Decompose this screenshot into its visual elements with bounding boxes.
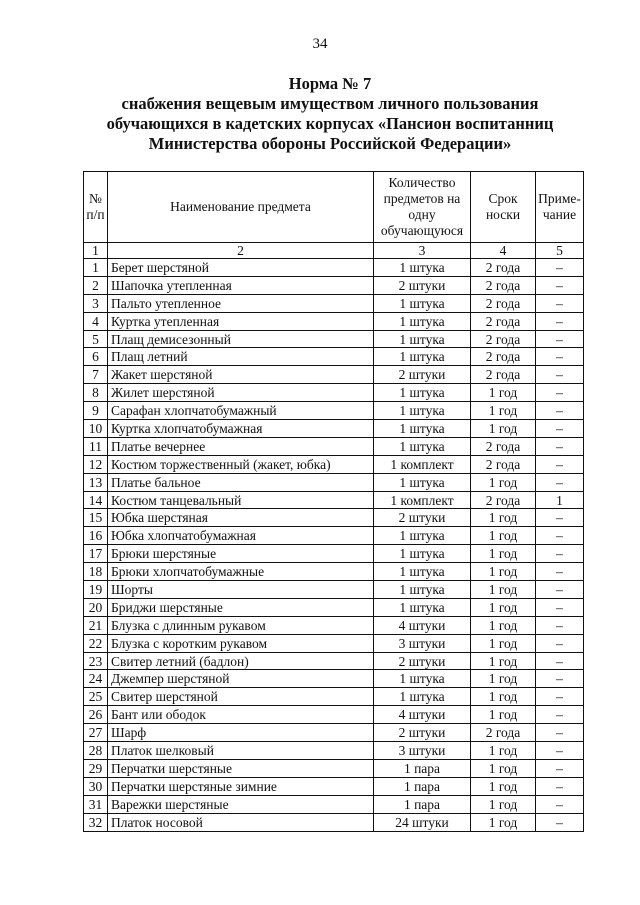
item-quantity: 1 пара	[374, 777, 471, 795]
item-quantity: 1 штука	[374, 259, 471, 277]
table-row	[84, 742, 584, 760]
row-number: 31	[84, 795, 108, 813]
title-line-1: Норма № 7	[288, 74, 372, 93]
table-row	[84, 473, 584, 491]
item-quantity: 1 штука	[374, 437, 471, 455]
item-name: Джемпер шерстяной	[108, 670, 374, 688]
item-name: Бант или ободок	[108, 706, 374, 724]
item-wear-term: 2 года	[471, 259, 536, 277]
item-note: –	[536, 509, 584, 527]
item-name: Берет шерстяной	[108, 259, 374, 277]
item-name: Брюки шерстяные	[108, 545, 374, 563]
row-number: 30	[84, 777, 108, 795]
row-number: 23	[84, 652, 108, 670]
item-quantity: 1 пара	[374, 759, 471, 777]
item-quantity: 1 штука	[374, 348, 471, 366]
item-quantity: 2 штуки	[374, 652, 471, 670]
item-name: Жакет шерстяной	[108, 366, 374, 384]
table-body	[84, 259, 584, 832]
item-name: Куртка хлопчатобумажная	[108, 420, 374, 438]
item-note: –	[536, 670, 584, 688]
item-note: –	[536, 348, 584, 366]
item-note: –	[536, 652, 584, 670]
supply-norm-table	[83, 171, 584, 832]
header-name: Наименование предмета	[108, 172, 374, 243]
table-row	[84, 563, 584, 581]
item-quantity: 4 штуки	[374, 616, 471, 634]
item-wear-term: 1 год	[471, 527, 536, 545]
item-wear-term: 2 года	[471, 724, 536, 742]
item-note: –	[536, 384, 584, 402]
table-row	[84, 509, 584, 527]
row-number: 19	[84, 581, 108, 599]
row-number: 21	[84, 616, 108, 634]
table-row	[84, 634, 584, 652]
item-note: –	[536, 724, 584, 742]
item-quantity: 1 штука	[374, 312, 471, 330]
table-header-row	[84, 172, 584, 243]
row-number: 9	[84, 402, 108, 420]
item-wear-term: 1 год	[471, 563, 536, 581]
item-quantity: 1 штука	[374, 473, 471, 491]
row-number: 29	[84, 759, 108, 777]
item-quantity: 1 штука	[374, 420, 471, 438]
item-name: Блузка с коротким рукавом	[108, 634, 374, 652]
row-number: 13	[84, 473, 108, 491]
row-number: 3	[84, 294, 108, 312]
item-note: –	[536, 276, 584, 294]
item-wear-term: 2 года	[471, 455, 536, 473]
item-name: Шарф	[108, 724, 374, 742]
item-wear-term: 1 год	[471, 402, 536, 420]
item-wear-term: 1 год	[471, 795, 536, 813]
item-name: Свитер шерстяной	[108, 688, 374, 706]
item-note: –	[536, 366, 584, 384]
item-wear-term: 1 год	[471, 598, 536, 616]
table-row	[84, 294, 584, 312]
item-quantity: 2 штуки	[374, 366, 471, 384]
item-name: Плащ демисезонный	[108, 330, 374, 348]
row-number: 27	[84, 724, 108, 742]
table-row	[84, 527, 584, 545]
table-row	[84, 437, 584, 455]
item-note: –	[536, 294, 584, 312]
item-quantity: 1 комплект	[374, 455, 471, 473]
column-number: 1	[84, 243, 108, 259]
row-number: 26	[84, 706, 108, 724]
item-quantity: 1 штука	[374, 670, 471, 688]
item-quantity: 24 штуки	[374, 813, 471, 831]
item-wear-term: 1 год	[471, 652, 536, 670]
page-number: 34	[312, 36, 328, 52]
item-note: –	[536, 759, 584, 777]
item-quantity: 1 комплект	[374, 491, 471, 509]
item-name: Свитер летний (бадлон)	[108, 652, 374, 670]
column-number-row	[84, 243, 584, 259]
item-name: Платье бальное	[108, 473, 374, 491]
header-note: Приме-чание	[536, 172, 584, 243]
column-number: 3	[374, 243, 471, 259]
item-wear-term: 2 года	[471, 348, 536, 366]
item-name: Куртка утепленная	[108, 312, 374, 330]
item-name: Костюм торжественный (жакет, юбка)	[108, 455, 374, 473]
item-note: –	[536, 527, 584, 545]
item-wear-term: 1 год	[471, 777, 536, 795]
row-number: 7	[84, 366, 108, 384]
item-quantity: 1 штука	[374, 330, 471, 348]
table-row	[84, 420, 584, 438]
item-quantity: 2 штуки	[374, 509, 471, 527]
item-wear-term: 1 год	[471, 473, 536, 491]
table-row	[84, 259, 584, 277]
item-name: Шапочка утепленная	[108, 276, 374, 294]
item-note: –	[536, 312, 584, 330]
table-row	[84, 795, 584, 813]
table-row	[84, 724, 584, 742]
row-number: 32	[84, 813, 108, 831]
table-row	[84, 384, 584, 402]
title-line-2: снабжения вещевым имуществом личного пользования	[121, 94, 539, 113]
item-name: Платок шелковый	[108, 742, 374, 760]
item-wear-term: 2 года	[471, 330, 536, 348]
item-note: –	[536, 634, 584, 652]
item-note: –	[536, 455, 584, 473]
item-quantity: 1 пара	[374, 795, 471, 813]
row-number: 15	[84, 509, 108, 527]
item-wear-term: 2 года	[471, 437, 536, 455]
item-note: –	[536, 598, 584, 616]
item-note: –	[536, 545, 584, 563]
item-quantity: 1 штука	[374, 294, 471, 312]
table-row	[84, 759, 584, 777]
item-note: –	[536, 259, 584, 277]
table-row	[84, 402, 584, 420]
item-name: Юбка шерстяная	[108, 509, 374, 527]
table-row	[84, 455, 584, 473]
table-row	[84, 366, 584, 384]
item-note: –	[536, 616, 584, 634]
item-note: –	[536, 795, 584, 813]
item-quantity: 4 штуки	[374, 706, 471, 724]
column-number: 2	[108, 243, 374, 259]
header-qty: Количество предметов на одну обучающуюся	[374, 172, 471, 243]
row-number: 16	[84, 527, 108, 545]
item-note: –	[536, 420, 584, 438]
item-wear-term: 1 год	[471, 581, 536, 599]
column-number: 4	[471, 243, 536, 259]
table-row	[84, 330, 584, 348]
item-name: Перчатки шерстяные	[108, 759, 374, 777]
row-number: 28	[84, 742, 108, 760]
item-quantity: 1 штука	[374, 545, 471, 563]
item-wear-term: 2 года	[471, 312, 536, 330]
header-term: Срок носки	[471, 172, 536, 243]
item-name: Бриджи шерстяные	[108, 598, 374, 616]
row-number: 11	[84, 437, 108, 455]
row-number: 1	[84, 259, 108, 277]
item-wear-term: 2 года	[471, 294, 536, 312]
row-number: 20	[84, 598, 108, 616]
title-line-4: Министерства обороны Российской Федерации»	[148, 134, 512, 153]
item-wear-term: 1 год	[471, 688, 536, 706]
item-wear-term: 1 год	[471, 706, 536, 724]
item-name: Перчатки шерстяные зимние	[108, 777, 374, 795]
item-name: Сарафан хлопчатобумажный	[108, 402, 374, 420]
table-row	[84, 813, 584, 831]
item-quantity: 1 штука	[374, 402, 471, 420]
table-row	[84, 545, 584, 563]
item-name: Варежки шерстяные	[108, 795, 374, 813]
item-wear-term: 1 год	[471, 742, 536, 760]
item-note: –	[536, 813, 584, 831]
header-num: № п/п	[84, 172, 108, 243]
item-quantity: 3 штуки	[374, 742, 471, 760]
document-title	[60, 74, 600, 154]
row-number: 2	[84, 276, 108, 294]
item-wear-term: 1 год	[471, 759, 536, 777]
table-row	[84, 581, 584, 599]
item-quantity: 3 штуки	[374, 634, 471, 652]
table-row	[84, 706, 584, 724]
table-row	[84, 276, 584, 294]
item-note: –	[536, 706, 584, 724]
row-number: 8	[84, 384, 108, 402]
table-row	[84, 616, 584, 634]
item-note: –	[536, 581, 584, 599]
item-wear-term: 1 год	[471, 670, 536, 688]
item-quantity: 1 штука	[374, 688, 471, 706]
item-note: –	[536, 473, 584, 491]
table-row	[84, 777, 584, 795]
table-row	[84, 670, 584, 688]
item-note: –	[536, 437, 584, 455]
item-wear-term: 1 год	[471, 616, 536, 634]
item-name: Брюки хлопчатобумажные	[108, 563, 374, 581]
item-name: Платье вечернее	[108, 437, 374, 455]
item-quantity: 1 штука	[374, 527, 471, 545]
item-name: Жилет шерстяной	[108, 384, 374, 402]
table-row	[84, 348, 584, 366]
item-wear-term: 1 год	[471, 420, 536, 438]
row-number: 12	[84, 455, 108, 473]
row-number: 5	[84, 330, 108, 348]
item-name: Платок носовой	[108, 813, 374, 831]
item-quantity: 1 штука	[374, 581, 471, 599]
row-number: 14	[84, 491, 108, 509]
item-quantity: 1 штука	[374, 384, 471, 402]
item-quantity: 2 штуки	[374, 724, 471, 742]
row-number: 6	[84, 348, 108, 366]
row-number: 25	[84, 688, 108, 706]
item-name: Пальто утепленное	[108, 294, 374, 312]
row-number: 10	[84, 420, 108, 438]
item-name: Блузка с длинным рукавом	[108, 616, 374, 634]
item-wear-term: 1 год	[471, 634, 536, 652]
item-quantity: 1 штука	[374, 563, 471, 581]
column-number: 5	[536, 243, 584, 259]
item-quantity: 2 штуки	[374, 276, 471, 294]
item-wear-term: 2 года	[471, 366, 536, 384]
item-quantity: 1 штука	[374, 598, 471, 616]
item-note: –	[536, 688, 584, 706]
item-wear-term: 1 год	[471, 545, 536, 563]
row-number: 22	[84, 634, 108, 652]
row-number: 18	[84, 563, 108, 581]
item-note: –	[536, 777, 584, 795]
table-row	[84, 491, 584, 509]
item-note: –	[536, 563, 584, 581]
table-row	[84, 688, 584, 706]
item-wear-term: 2 года	[471, 491, 536, 509]
row-number: 17	[84, 545, 108, 563]
table-row	[84, 652, 584, 670]
table-row	[84, 598, 584, 616]
row-number: 24	[84, 670, 108, 688]
item-wear-term: 1 год	[471, 813, 536, 831]
item-wear-term: 2 года	[471, 276, 536, 294]
item-wear-term: 1 год	[471, 509, 536, 527]
item-name: Плащ летний	[108, 348, 374, 366]
item-wear-term: 1 год	[471, 384, 536, 402]
item-note: –	[536, 742, 584, 760]
item-note: –	[536, 402, 584, 420]
title-line-3: обучающихся в кадетских корпусах «Пансион воспитанниц	[106, 114, 554, 133]
item-name: Костюм танцевальный	[108, 491, 374, 509]
item-name: Юбка хлопчатобумажная	[108, 527, 374, 545]
item-name: Шорты	[108, 581, 374, 599]
item-note: 1	[536, 491, 584, 509]
row-number: 4	[84, 312, 108, 330]
item-note: –	[536, 330, 584, 348]
table-row	[84, 312, 584, 330]
